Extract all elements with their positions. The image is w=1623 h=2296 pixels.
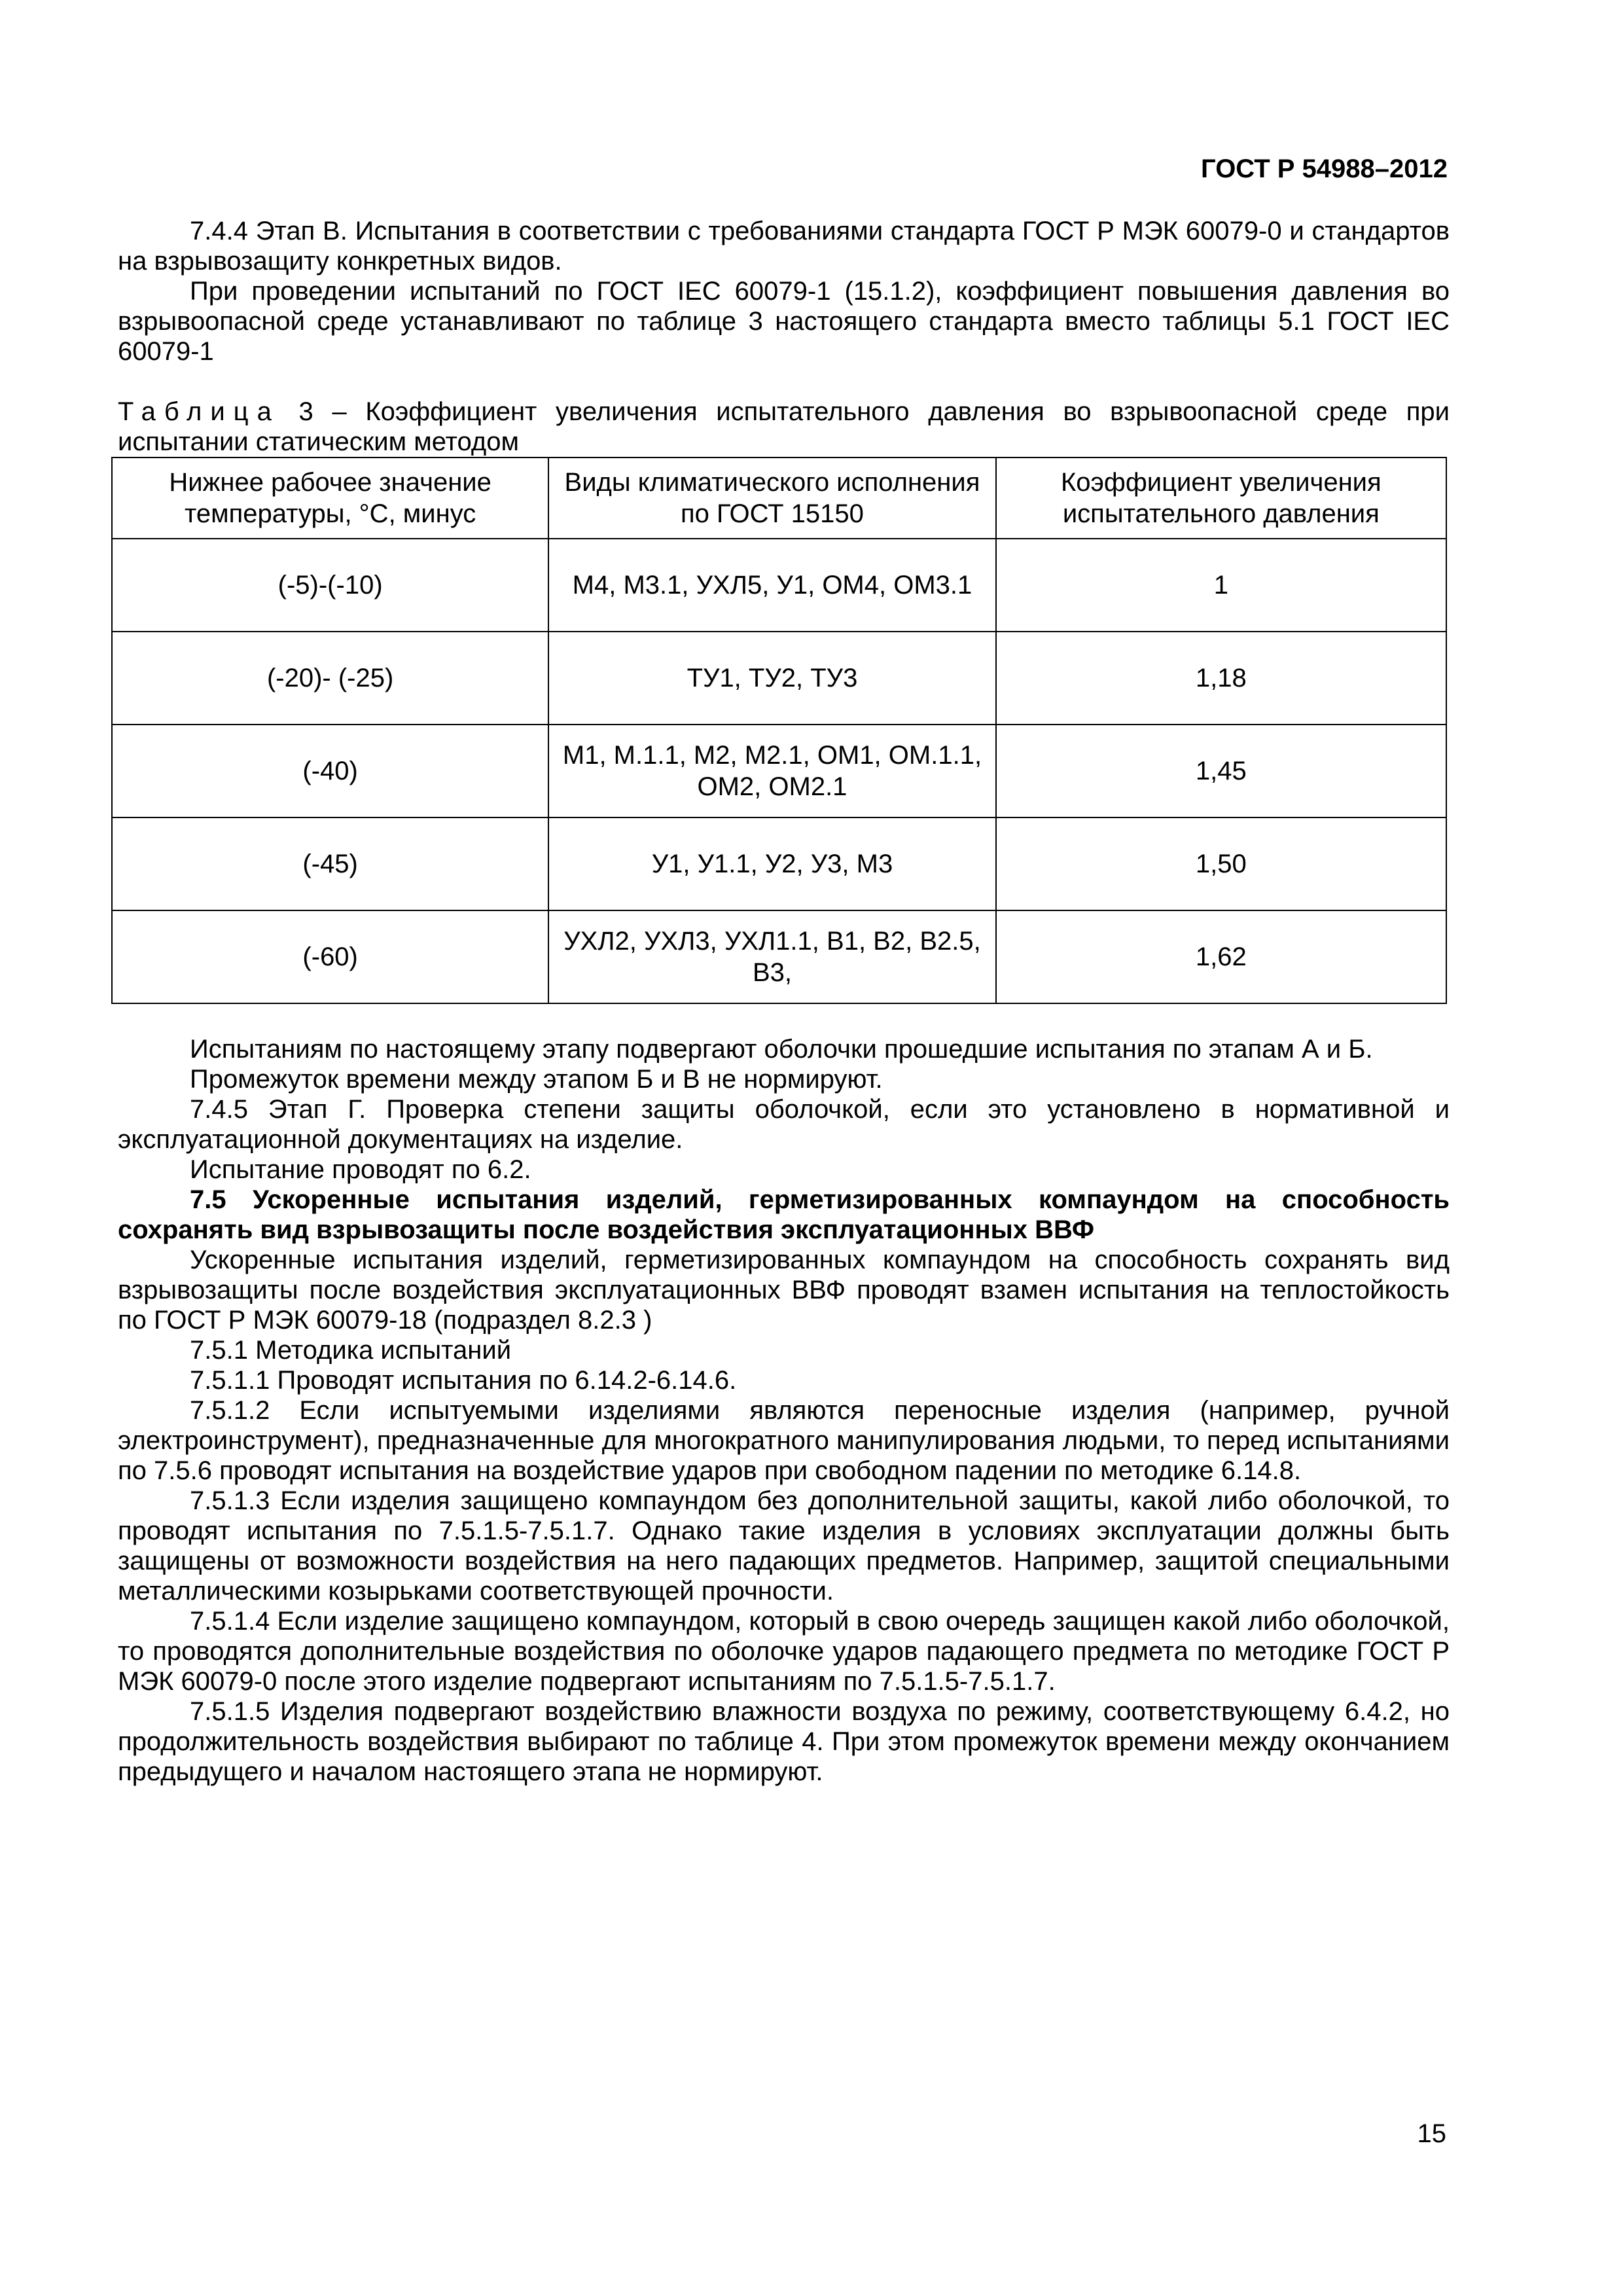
table-row: [112, 632, 1446, 725]
table-header-cell: Нижнее рабочее значение температуры, °С, минус: [112, 457, 548, 539]
table-row: [112, 817, 1446, 910]
table-header-row: [112, 457, 1446, 539]
table-caption-label: Таблица: [118, 397, 280, 426]
table-cell-temperature: (-5)-(-10): [112, 539, 548, 632]
table-header-cell: Коэффициент увеличения испытательного давления: [996, 457, 1446, 539]
table-cell-climate: ТУ1, ТУ2, ТУ3: [548, 632, 995, 725]
body-paragraph: 7.5.1.2 Если испытуемыми изделиями являются переносные изделия (например, ручной электроинструмент), предназначенные для многократного манипулирования людьми, то перед испытаниями по 7.5.6 проводят испытания на воздействие ударов при свободном падении по методике 6.14.8.: [118, 1396, 1450, 1485]
table-caption: [118, 397, 1450, 457]
table-caption-number: 3: [298, 397, 313, 426]
table-row: [112, 910, 1446, 1003]
table-cell-coefficient: 1,18: [996, 632, 1446, 725]
table-cell-temperature: (-20)- (-25): [112, 632, 548, 725]
body-paragraph: Испытаниям по настоящему этапу подвергают оболочки прошедшие испытания по этапам А и Б.: [190, 1035, 1373, 1064]
paragraph-iec-60079-1: При проведении испытаний по ГОСТ IEC 60079-1 (15.1.2), коэффициент повышения давления во взрывоопасной среде устанавливают по таблице 3 настоящего стандарта вместо таблицы 5.1 ГОСТ IEC 60079-1: [118, 277, 1450, 366]
table-caption-text: – Коэффициент увеличения испытательного давления во взрывоопасной среде при испытании статическим методом: [118, 397, 1450, 456]
body-paragraph: Ускоренные испытания изделий, герметизированных компаундом на способность сохранять вид взрывозащиты после воздействия эксплуатационных ВВФ проводят взамен испытания на теплостойкость по ГОСТ Р МЭК 60079-18 (подраздел 8.2.3 ): [118, 1246, 1450, 1335]
body-paragraph: 7.5.1.1 Проводят испытания по 6.14.2-6.14.6.: [190, 1366, 737, 1395]
body-paragraph: 7.5.1.4 Если изделие защищено компаундом, который в свою очередь защищен какой либо оболочкой, то проводятся дополнительные воздействия по оболочке ударов падающего предмета по методике ГОСТ Р МЭК 60079-0 после этого изделие подвергают испытаниям по 7.5.1.5-7.5.1.7.: [118, 1607, 1450, 1696]
table-cell-temperature: (-45): [112, 817, 548, 910]
table-cell-coefficient: 1: [996, 539, 1446, 632]
table-3: [111, 457, 1447, 1004]
body-paragraph: Промежуток времени между этапом Б и В не нормируют.: [190, 1065, 883, 1094]
table-row: [112, 725, 1446, 817]
table-cell-climate: М1, М.1.1, М2, М2.1, ОМ1, ОМ.1.1, ОМ2, ОМ2.1: [548, 725, 995, 817]
body-paragraph: 7.4.5 Этап Г. Проверка степени защиты оболочкой, если это установлено в нормативной и эксплуатационной документациях на изделие.: [118, 1095, 1450, 1154]
table-cell-climate: УХЛ2, УХЛ3, УХЛ1.1, В1, В2, В2.5, В3,: [548, 910, 995, 1003]
table-cell-coefficient: 1,45: [996, 725, 1446, 817]
body-paragraph: Испытание проводят по 6.2.: [190, 1155, 531, 1184]
body-text-section: [118, 1034, 1450, 1787]
body-paragraph: 7.5.1.5 Изделия подвергают воздействию влажности воздуха по режиму, соответствующему 6.4.2, но продолжительность воздействия выбирают по таблице 4. При этом промежуток времени между окончанием предыдущего и началом настоящего этапа не нормируют.: [118, 1697, 1450, 1786]
page-content: [118, 216, 1450, 1787]
table-cell-climate: М4, М3.1, УХЛ5, У1, ОМ4, ОМ3.1: [548, 539, 995, 632]
table-cell-coefficient: 1,62: [996, 910, 1446, 1003]
table-header-cell: Виды климатического исполнения по ГОСТ 15150: [548, 457, 995, 539]
body-paragraph: 7.5.1.3 Если изделия защищено компаундом без дополнительной защиты, какой либо оболочкой, то проводят испытания по 7.5.1.5-7.5.1.7. Однако такие изделия в условиях эксплуатации должны быть защищены от возможности воздействия на него падающих предметов. Например, защитой специальными металлическими козырьками соответствующей прочности.: [118, 1486, 1450, 1605]
table-row: [112, 539, 1446, 632]
table-cell-temperature: (-40): [112, 725, 548, 817]
paragraph-7-4-4: 7.4.4 Этап В. Испытания в соответствии с требованиями стандарта ГОСТ Р МЭК 60079-0 и стандартов на взрывозащиту конкретных видов.: [118, 217, 1450, 276]
table-cell-temperature: (-60): [112, 910, 548, 1003]
table-cell-climate: У1, У1.1, У2, У3, М3: [548, 817, 995, 910]
document-id-header: ГОСТ Р 54988–2012: [1201, 154, 1448, 183]
page-number: 15: [1417, 2119, 1446, 2148]
section-heading: 7.5 Ускоренные испытания изделий, герметизированных компаундом на способность сохранять вид взрывозащиты после воздействия эксплуатационных ВВФ: [118, 1185, 1450, 1244]
table-cell-coefficient: 1,50: [996, 817, 1446, 910]
body-paragraph: 7.5.1 Методика испытаний: [190, 1336, 512, 1365]
